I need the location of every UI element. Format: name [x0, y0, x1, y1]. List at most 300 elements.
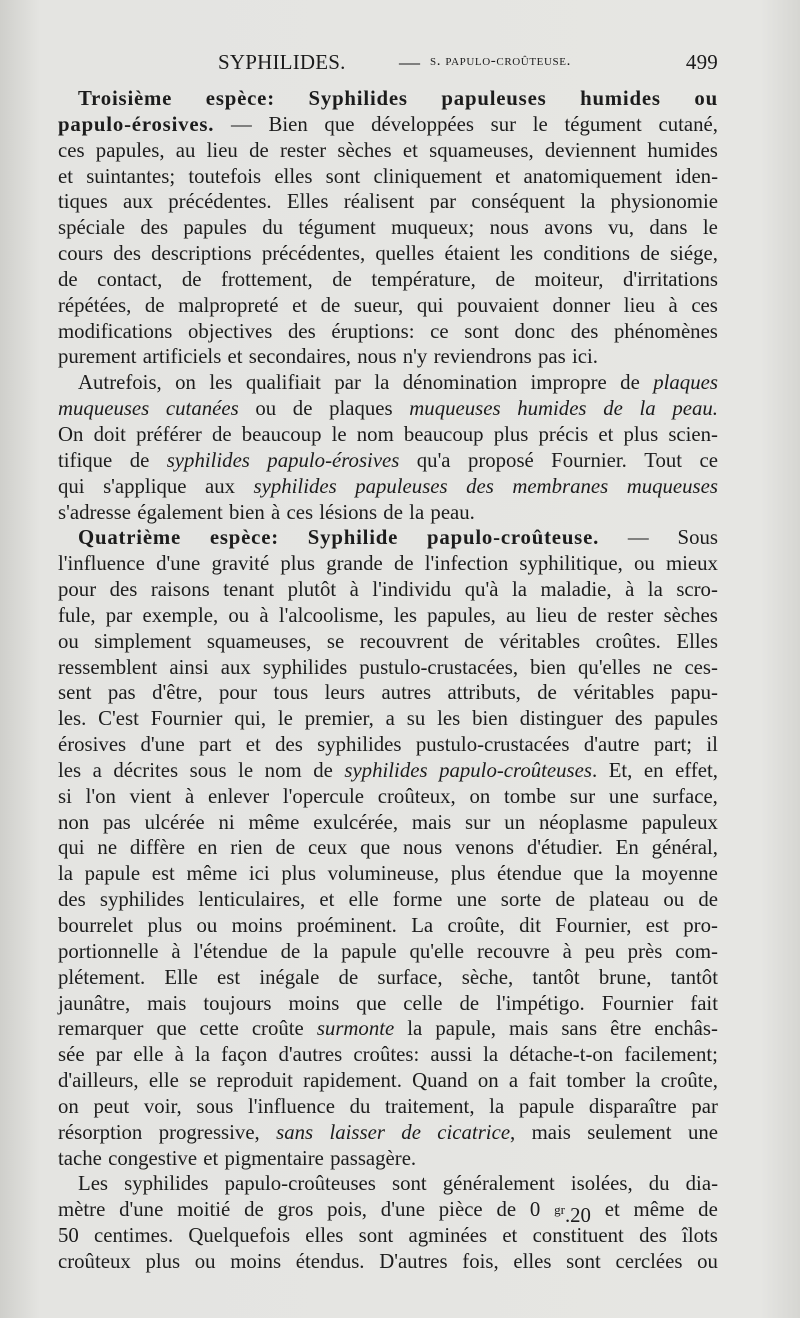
- word: pustulo-crustacées,: [359, 655, 519, 679]
- word: par: [105, 603, 133, 627]
- word: cicatrice: [437, 1120, 511, 1144]
- word: ou: [633, 552, 655, 576]
- body-text: [58, 86, 718, 1275]
- word: par: [95, 1043, 123, 1067]
- word: sur: [569, 784, 596, 808]
- word: iden-: [675, 164, 718, 188]
- word: aux: [122, 190, 153, 214]
- word: syphilides: [253, 474, 337, 498]
- word: 50: [58, 1224, 79, 1248]
- text-line: [58, 706, 718, 732]
- word: de: [496, 1198, 517, 1222]
- word: papu-: [670, 681, 718, 705]
- word: tantôt: [670, 965, 718, 989]
- word: ulcérée: [144, 810, 205, 834]
- word: ressemblent: [58, 655, 158, 679]
- word: proposé: [467, 448, 534, 472]
- word: Fournier: [150, 707, 223, 731]
- word: la: [374, 371, 390, 395]
- word: ou: [663, 888, 685, 912]
- word: de: [537, 681, 557, 705]
- word: l'on: [85, 784, 116, 808]
- word: des: [109, 578, 138, 602]
- word: papule: [341, 939, 397, 963]
- word: de: [280, 939, 301, 963]
- word: ne: [652, 655, 673, 679]
- word: les.: [58, 707, 87, 731]
- word: fait: [528, 1069, 557, 1093]
- word: pois,: [327, 1198, 367, 1222]
- word: enlever: [207, 784, 270, 808]
- word: on: [175, 371, 196, 395]
- word: qu'à: [464, 578, 499, 602]
- word: que: [356, 991, 387, 1015]
- word: :: [271, 526, 279, 550]
- word: ici.: [571, 345, 598, 369]
- word: les: [209, 371, 233, 395]
- word: papuleuses: [441, 87, 547, 110]
- word: la: [647, 578, 663, 602]
- word: cette: [199, 1017, 239, 1041]
- word: et: [598, 422, 614, 446]
- word: qualifiait: [245, 371, 321, 395]
- word: pas: [103, 810, 131, 834]
- word: laisser: [329, 1120, 385, 1144]
- word: d'autres: [278, 1043, 343, 1067]
- text-line: [58, 189, 718, 215]
- word: On: [58, 422, 84, 446]
- word: en: [643, 758, 664, 782]
- word: muqueuses: [58, 397, 150, 421]
- word: et: [604, 1198, 620, 1222]
- word: proéminent.: [296, 914, 397, 937]
- word: membranes: [512, 474, 609, 498]
- word: papules: [654, 707, 718, 731]
- word: avons: [544, 216, 593, 240]
- word: sont: [358, 1224, 394, 1248]
- word: dans: [649, 216, 688, 240]
- word: si: [58, 784, 72, 808]
- word: réalisent: [343, 190, 415, 214]
- word: à: [668, 293, 678, 317]
- word: à: [171, 939, 181, 963]
- word: d'une: [380, 1198, 425, 1222]
- word: que: [573, 862, 604, 886]
- word: véritables: [499, 629, 581, 653]
- word: qui: [58, 474, 85, 498]
- word: .20: [564, 1204, 591, 1228]
- word: d'une: [140, 733, 185, 757]
- word: seulement: [587, 1120, 672, 1144]
- word: que: [156, 1017, 187, 1041]
- word: Quelquefois: [188, 1224, 291, 1248]
- word: même: [633, 1198, 685, 1222]
- word: plaques: [329, 397, 393, 421]
- word: papulo-croûteuse.: [427, 526, 600, 550]
- word: squameuses,: [429, 138, 534, 162]
- text-line: [58, 551, 718, 577]
- word: aussi: [430, 1043, 472, 1067]
- text-line: [58, 1016, 718, 1042]
- word: bien: [472, 707, 508, 731]
- text-line: [58, 215, 718, 241]
- word: com-: [675, 939, 718, 963]
- word: volumineuse,: [327, 862, 440, 886]
- word: ne: [97, 836, 118, 860]
- word: qu'a: [416, 448, 451, 472]
- word: tous: [273, 681, 309, 705]
- word: et: [245, 733, 261, 757]
- text-line: [58, 500, 718, 526]
- word: syphilides: [124, 1172, 209, 1196]
- word: brune,: [598, 965, 652, 989]
- word: syphilides: [344, 758, 428, 782]
- word: croûte,: [447, 914, 505, 937]
- word: purement: [58, 345, 137, 369]
- word: de: [464, 629, 484, 653]
- word: généralement: [442, 1172, 555, 1196]
- word: à: [625, 578, 635, 602]
- word: portionnelle: [58, 939, 159, 963]
- text-line: [58, 267, 718, 293]
- word: Syphilides: [308, 87, 408, 110]
- word: répétées,: [58, 293, 132, 317]
- word: congestive: [108, 1146, 198, 1170]
- word: à: [259, 603, 269, 627]
- word: sont: [391, 1172, 427, 1196]
- word: l'influence: [58, 552, 145, 576]
- text-line: [58, 835, 718, 861]
- word: ou: [697, 1249, 718, 1273]
- word: part;: [653, 733, 693, 757]
- word: donner: [552, 293, 611, 317]
- word: sueur,: [353, 293, 404, 317]
- word: plétement.: [58, 965, 146, 989]
- word: l'individu: [372, 578, 452, 602]
- word: toujours: [203, 991, 272, 1015]
- word: anatomiquement: [523, 164, 663, 188]
- word: qui,: [234, 707, 267, 731]
- word: l'étendue: [193, 939, 268, 963]
- word: Tout: [644, 448, 683, 472]
- word: phénomènes: [613, 319, 718, 343]
- word: mais: [531, 1120, 571, 1144]
- word: des: [614, 707, 643, 731]
- word: sans: [561, 1017, 598, 1041]
- word: détache-t-on: [509, 1043, 614, 1067]
- word: papule: [84, 862, 141, 886]
- word: deviennent: [544, 138, 637, 162]
- word: le: [277, 707, 293, 731]
- word-group: [206, 86, 275, 112]
- word-group: [437, 1120, 515, 1146]
- word: pour: [58, 578, 97, 602]
- word: sur: [490, 112, 517, 136]
- word: enchâs-: [654, 1017, 718, 1041]
- word: de: [555, 888, 575, 912]
- text-line: [58, 732, 718, 758]
- word: plus: [281, 862, 316, 886]
- word: moiteur,: [534, 267, 604, 291]
- text-line: [58, 525, 718, 551]
- word: distinguer: [519, 707, 603, 731]
- word: l'infection: [424, 552, 509, 576]
- text-line: [58, 629, 718, 655]
- word: de: [292, 397, 313, 421]
- word: de: [459, 991, 480, 1015]
- word: Fournier: [601, 991, 674, 1015]
- word: par: [429, 190, 457, 214]
- word: la: [580, 190, 596, 214]
- word: sous: [189, 758, 227, 782]
- word: doit: [93, 422, 126, 446]
- word: humides: [517, 397, 587, 421]
- word: C'est: [98, 707, 139, 731]
- word: les: [58, 758, 82, 782]
- text-line: [58, 1223, 718, 1249]
- word: beaucoup: [241, 422, 322, 446]
- word: d'irritations: [622, 267, 718, 291]
- word: physionomie: [610, 190, 718, 214]
- word: d'autre: [583, 733, 640, 757]
- text-line: [58, 396, 718, 422]
- word: impropre: [530, 371, 607, 395]
- word: s'adresse: [58, 500, 132, 524]
- text-line: [58, 680, 718, 706]
- word: sans: [276, 1120, 314, 1144]
- word: D'autres: [379, 1249, 448, 1273]
- word: préférer: [136, 422, 202, 446]
- word: modifications: [58, 319, 173, 343]
- running-dash: —: [399, 50, 421, 74]
- word: par: [691, 1094, 718, 1118]
- word: pouvaient: [456, 293, 539, 317]
- word: bien: [228, 500, 265, 524]
- word: cutanées: [165, 397, 239, 421]
- word: squameuses,: [206, 629, 312, 653]
- word: ainsi: [169, 655, 209, 679]
- word: bien: [530, 655, 566, 679]
- word: bourrelet: [58, 914, 134, 937]
- word: scro-: [676, 578, 718, 602]
- word: Syphilide: [307, 526, 399, 550]
- word: plus: [623, 422, 659, 446]
- word: et: [402, 138, 418, 162]
- word: ,: [510, 1120, 516, 1144]
- word: jaunâtre,: [58, 991, 131, 1015]
- word: secondaires,: [248, 345, 352, 369]
- word: lenticulaires,: [198, 888, 306, 912]
- word: on: [469, 784, 491, 808]
- word: donc: [514, 319, 555, 343]
- word: recouvrent: [359, 629, 449, 653]
- word: sée: [58, 1043, 85, 1067]
- text-line: [58, 448, 718, 474]
- word: du: [349, 1094, 371, 1118]
- word: ce: [430, 319, 449, 343]
- word: sont: [566, 1249, 601, 1273]
- word: d'ailleurs,: [58, 1069, 139, 1093]
- word: croûtes: [353, 1043, 414, 1067]
- word: plus: [280, 552, 316, 576]
- word: ces: [58, 138, 85, 162]
- word: ces-: [684, 655, 718, 679]
- word: qu'elles: [578, 655, 641, 679]
- word: Sous: [677, 526, 718, 550]
- word: peut: [93, 1094, 130, 1118]
- word: moyenne: [641, 862, 718, 886]
- word: étaient: [444, 242, 500, 266]
- word: même: [248, 810, 300, 834]
- word: les: [393, 603, 417, 627]
- word: lieu: [206, 138, 238, 162]
- word: également: [137, 500, 223, 524]
- word: plaques: [653, 371, 718, 395]
- word: moitié: [177, 1198, 231, 1222]
- word: Les: [78, 1172, 109, 1196]
- word: résorption: [58, 1120, 143, 1144]
- word: elle: [348, 888, 379, 912]
- text-line: [58, 577, 718, 603]
- word: fois,: [462, 1249, 499, 1273]
- word: la: [313, 939, 329, 963]
- word: passagère.: [330, 1146, 417, 1170]
- word: exemple,: [142, 603, 219, 627]
- word: tégument: [298, 216, 376, 240]
- word: la: [194, 1043, 210, 1067]
- word: mètre: [58, 1198, 106, 1222]
- word: celle: [403, 991, 443, 1015]
- word: syphilides: [317, 733, 402, 757]
- word: nom: [264, 758, 302, 782]
- word: s'applique: [103, 474, 187, 498]
- word: non: [58, 810, 90, 834]
- word: vu,: [608, 216, 635, 240]
- word: traitement,: [385, 1094, 475, 1118]
- word: ce: [699, 448, 718, 472]
- text-line: [58, 939, 718, 965]
- word: autres: [381, 681, 432, 705]
- word: la: [407, 1017, 423, 1041]
- word: plus: [147, 914, 183, 937]
- running-title: SYPHILIDES.: [218, 50, 346, 74]
- word: en: [197, 836, 218, 860]
- word: Quatrième: [78, 526, 182, 550]
- word: aux: [205, 474, 236, 498]
- word: lieu: [623, 293, 655, 317]
- word: frottement,: [220, 267, 313, 291]
- word: cerclées: [615, 1249, 683, 1273]
- word: croûteux,: [377, 784, 456, 808]
- text-line: [58, 293, 718, 319]
- word: progressive,: [158, 1120, 260, 1144]
- word: contact,: [97, 267, 163, 291]
- word: Et,: [608, 758, 633, 782]
- word: —: [627, 526, 649, 550]
- word: vient: [129, 784, 172, 808]
- word: ou: [694, 87, 718, 110]
- word: tache: [58, 1146, 102, 1170]
- word: et: [203, 1146, 219, 1170]
- text-line: [58, 1094, 718, 1120]
- word: les: [510, 242, 534, 266]
- paragraph: [58, 86, 718, 370]
- word: ici: [248, 862, 270, 886]
- word: elle: [133, 1043, 164, 1067]
- word: de: [620, 371, 640, 395]
- word: de: [275, 836, 296, 860]
- text-line: [58, 655, 718, 681]
- word: plus: [493, 422, 529, 446]
- word: d'une: [156, 552, 201, 576]
- word: reviendrons: [433, 345, 532, 369]
- word: la: [409, 500, 425, 524]
- word: plutôt: [287, 578, 337, 602]
- word: de: [640, 242, 660, 266]
- word: développées: [371, 112, 474, 136]
- word: croûtes.: [595, 629, 661, 653]
- word: surmonte: [316, 1017, 395, 1041]
- word: moins: [288, 991, 340, 1015]
- word: des: [275, 733, 303, 757]
- word: peau.: [672, 397, 718, 421]
- word: disparaître: [588, 1094, 677, 1118]
- word-group: [331, 319, 414, 345]
- word: toutefois: [188, 164, 262, 188]
- word: se: [189, 1069, 207, 1093]
- word: que: [360, 836, 391, 860]
- word: qui: [416, 293, 444, 317]
- word: véritables: [573, 681, 655, 705]
- word: elles: [513, 1249, 552, 1273]
- word: le: [702, 216, 718, 240]
- word: attributs,: [447, 681, 521, 705]
- word: papules,: [95, 138, 165, 162]
- word: humides: [647, 138, 718, 162]
- word: —: [230, 112, 252, 136]
- word: qu'elle: [409, 939, 465, 963]
- running-subtitle: s. papulo-croûteuse.: [430, 53, 571, 69]
- word: à: [185, 784, 195, 808]
- word: sèches: [663, 603, 718, 627]
- word: et: [292, 293, 308, 317]
- word: de: [577, 603, 597, 627]
- word: scien-: [668, 422, 718, 446]
- text-line: [58, 784, 718, 810]
- word: les: [437, 707, 461, 731]
- word: descriptions: [151, 242, 252, 266]
- word: centimes.: [94, 1224, 174, 1248]
- word: température,: [371, 267, 476, 291]
- word: précis: [538, 422, 589, 446]
- word: artificiels: [142, 345, 222, 369]
- word: sont: [325, 164, 361, 188]
- word: d'être,: [152, 681, 203, 705]
- word: ni: [218, 810, 235, 834]
- text-line: [58, 965, 718, 991]
- word: lésions: [319, 500, 378, 524]
- word: sorte: [500, 888, 542, 912]
- text-line: [58, 603, 718, 629]
- word: la: [483, 1043, 499, 1067]
- word: à: [349, 578, 359, 602]
- word: siége,: [669, 242, 718, 266]
- word: l'influence: [248, 1094, 335, 1118]
- text-line: [58, 887, 718, 913]
- word: gros: [277, 1198, 314, 1222]
- word: Fournier,: [555, 914, 632, 937]
- word: facilement;: [624, 1043, 718, 1067]
